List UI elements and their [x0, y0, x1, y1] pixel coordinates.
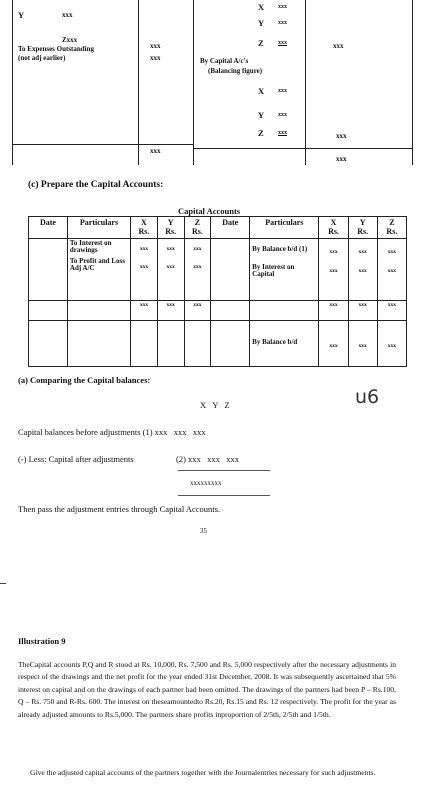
capital-before-line: Capital balances before adjustments (1) xxx xxx xxx	[18, 427, 206, 437]
partner-y-label: Y	[18, 10, 25, 20]
right-total-y: xxx	[348, 301, 377, 321]
capital-accounts-table	[28, 216, 407, 367]
right-total: xxx	[336, 155, 347, 163]
balancing-figure-label: (Balancing figure)	[208, 67, 263, 75]
account-left-total-rule	[12, 144, 193, 145]
right-row-interest-capital: By Interest on Capital	[252, 263, 295, 279]
header-x-left-rs: Rs.	[138, 227, 150, 236]
adjustment-instruction: Then pass the adjustment entries through Capital Accounts.	[18, 504, 221, 514]
section-a-heading: (a) Comparing the Capital balances:	[18, 375, 151, 385]
header-y-left	[157, 217, 184, 239]
particulars-cell-left	[67, 239, 130, 301]
page-number: 35	[200, 527, 207, 535]
header-z-left-rs: Rs.	[191, 227, 203, 236]
left-row-0-y: xxx	[166, 246, 175, 252]
right-row-0-z: xxx	[387, 249, 396, 255]
right-x2-value: xxx	[278, 88, 287, 94]
right-z-label: Z	[258, 38, 264, 48]
partner-z-amount: Zxxx	[62, 36, 78, 44]
difference-value: xxxxxxxxx	[190, 479, 222, 487]
right-z-cell	[377, 239, 406, 301]
header-z-left	[184, 217, 211, 239]
right-row-0-y: xxx	[358, 249, 367, 255]
account-right-total-rule	[193, 148, 412, 149]
expenses-note: (not adj earlier)	[18, 54, 66, 62]
xyz-header: X Y Z	[200, 400, 230, 410]
page-break-mark	[0, 583, 6, 584]
right-z-value: xxx	[278, 40, 287, 46]
right-row-1-x: xxx	[329, 268, 338, 274]
table-body-row	[29, 239, 407, 301]
total-date-left	[29, 301, 68, 321]
balance-x-left	[131, 321, 158, 367]
right-x-value: xxx	[278, 4, 287, 10]
right-balance-label: By Balance b/d	[250, 321, 319, 367]
left-x-cell	[131, 239, 158, 301]
account-col-divider-2	[305, 0, 306, 165]
illustration-paragraph-2: Give the adjusted capital accounts of the partners together with the Journalentries necessary for such adjustments.	[30, 768, 376, 777]
right-z2-value: xxx	[278, 130, 287, 136]
left-row-1-x: xxx	[139, 264, 149, 270]
right-total-x: xxx	[319, 301, 348, 321]
right-x2-label: X	[258, 86, 265, 96]
table-total-row	[29, 301, 407, 321]
account-center-divider	[193, 0, 194, 165]
header-y-right	[348, 217, 377, 239]
right-row-balance-bd: By Balance b/d (1)	[252, 245, 308, 253]
handwritten-mark: u6	[355, 386, 380, 408]
right-balance-y-value: xxx	[358, 343, 367, 349]
account-left-border	[12, 0, 13, 165]
header-x-left-label: X	[141, 218, 147, 227]
difference-rule-top	[178, 470, 270, 471]
left-total-z: xxx	[184, 301, 211, 321]
left-amount-1: xxx	[150, 42, 161, 50]
right-balance-z	[377, 321, 406, 367]
header-y-right-label: Y	[359, 218, 366, 227]
header-x-left	[131, 217, 158, 239]
right-balance-x	[319, 321, 348, 367]
right-z2-label: Z	[258, 128, 264, 138]
left-row-1-z: xxx	[193, 264, 202, 270]
header-x-right-rs: Rs.	[328, 227, 339, 236]
left-total-x: xxx	[131, 301, 158, 321]
account-right-border	[412, 0, 413, 165]
left-z-cell	[184, 239, 211, 301]
total-date-right	[211, 301, 250, 321]
capital-after-values: (2) xxx xxx xxx	[176, 454, 240, 464]
right-amount-2: xxx	[336, 132, 347, 140]
left-row-0-z: xxx	[193, 246, 202, 252]
right-row-1-y: xxx	[358, 268, 367, 274]
right-balance-z-value: xxx	[387, 343, 396, 349]
date-cell-right	[211, 239, 250, 301]
particulars-cell-right	[250, 239, 319, 301]
header-z-right-label: Z	[389, 218, 395, 227]
header-z-left-label: Z	[194, 218, 201, 227]
right-total-z: xxx	[377, 301, 406, 321]
total-particulars-left	[67, 301, 130, 321]
header-z-right-rs: Rs.	[386, 227, 398, 236]
balance-y-left	[157, 321, 184, 367]
left-row-1-y: xxx	[166, 264, 175, 270]
left-total-y: xxx	[157, 301, 184, 321]
by-capital-label: By Capital A/c's	[200, 57, 249, 65]
illustration-paragraph-1: TheCapital accounts P,Q and R stood at Rs. 10,000, Rs. 7,500 and Rs. 5,000 respectively after the necessary adjustments in respect of the drawings and the net profit for the year ended 31st December, 2008. It was subsequently ascertained that 5% interest on capital and on the drawings of each partner had been omitted. The drawings of the partners had been P – Rs.100, Q – Rs. 750 and R-Rs. 600. The interest on theseamountedto Rs.20, Rs.15 and Rs. 12 respectively. The profit for the year as already adjusted amounts to Rs.5,000. The partners share profits inproportion of 2/5th, 2/5th and 1/5th.	[18, 660, 396, 719]
left-row-profit-loss: To Profit and Loss Adj A/C	[69, 257, 125, 273]
capital-after-label: (-) Less: Capital after adjustments	[18, 454, 134, 464]
right-y2-value: xxx	[278, 112, 287, 118]
right-x-label: X	[258, 2, 265, 12]
capital-accounts-title: Capital Accounts	[178, 206, 241, 216]
right-x-cell	[319, 239, 348, 301]
right-balance-x-value: xxx	[329, 343, 338, 349]
date-cell-left	[29, 239, 68, 301]
balance-particulars-left	[67, 321, 130, 367]
account-col-divider-1	[138, 0, 139, 165]
section-c-heading: (c) Prepare the Capital Accounts:	[28, 180, 164, 190]
left-row-interest-drawings: To Interest on drawings	[69, 239, 112, 255]
right-y-label: Y	[258, 18, 265, 28]
expenses-outstanding-label: To Expenses Outstanding	[18, 45, 94, 53]
partner-y-amount: xxx	[62, 11, 73, 19]
header-y-left-rs: Rs.	[165, 227, 177, 236]
right-amount: xxx	[333, 42, 344, 50]
balance-date-right	[211, 321, 250, 367]
left-total: xxx	[150, 147, 161, 155]
header-date-right: Date	[211, 217, 250, 239]
total-particulars-right	[250, 301, 319, 321]
left-row-0-x: xxx	[139, 246, 149, 252]
header-particulars-left: Particulars	[67, 217, 130, 239]
left-amount-2: xxx	[150, 54, 161, 62]
right-row-1-z: xxx	[387, 268, 396, 274]
difference-rule-bottom	[178, 495, 270, 496]
illustration-heading: Illustration 9	[18, 636, 66, 646]
table-balance-row	[29, 321, 407, 367]
right-y2-label: Y	[258, 110, 265, 120]
right-y-cell	[348, 239, 377, 301]
right-balance-y	[348, 321, 377, 367]
header-x-right-label: X	[330, 218, 337, 227]
header-z-right	[377, 217, 406, 239]
header-y-right-rs: Rs.	[357, 227, 369, 236]
right-y-value: xxx	[278, 20, 287, 26]
balance-z-left	[184, 321, 211, 367]
header-x-right	[319, 217, 348, 239]
header-particulars-right: Particulars	[250, 217, 319, 239]
header-y-left-label: Y	[167, 218, 174, 227]
balance-date-left	[29, 321, 68, 367]
header-date-left: Date	[29, 217, 68, 239]
table-header-row	[29, 217, 407, 239]
right-row-0-x: xxx	[329, 249, 338, 255]
left-y-cell	[157, 239, 184, 301]
